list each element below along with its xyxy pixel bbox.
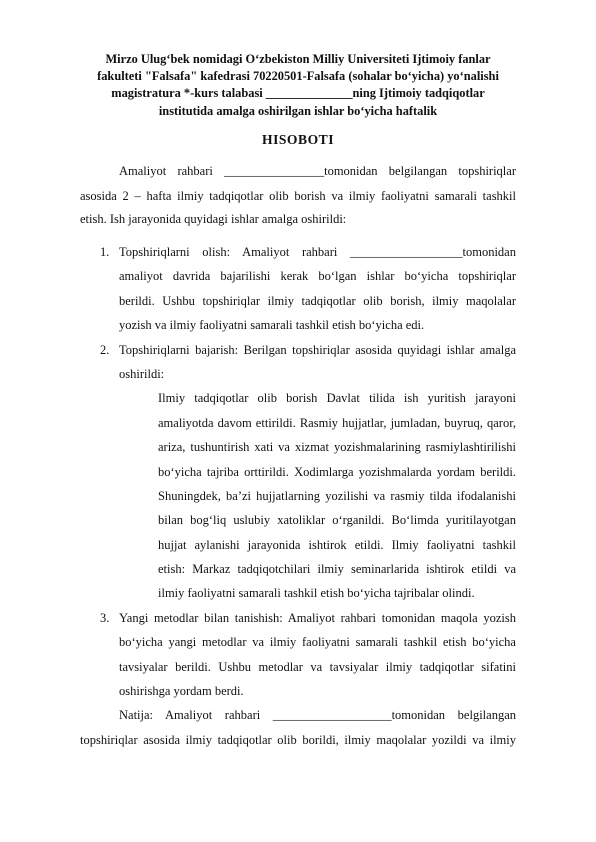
list-item-number: 1.	[100, 245, 110, 259]
header-line: fakulteti "Falsafa" kafedrasi 70220501-Falsafa (sohalar bo‘yicha) yo‘nalishi	[97, 69, 499, 84]
intro-line: etish. Ish jarayonida quyidagi ishlar amalga oshirildi:	[80, 212, 347, 226]
header-line: institutida amalga oshirilgan ishlar bo‘yicha haftalik	[158, 103, 438, 118]
sub-paragraph-line: hujjat aylanishi jarayonida ishtirok etildi. Ilmiy faoliyatni tashkil	[158, 538, 516, 552]
document-header	[80, 51, 516, 120]
list-item-line: Topshiriqlarni bajarish: Berilgan topshiriqlar asosida quyidagi ishlar amalga	[119, 343, 516, 357]
sub-paragraph-line: Ilmiy tadqiqotlar olib borish Davlat tilida ish yuritish jarayoni	[158, 391, 516, 405]
sub-paragraph-line: etish: Markaz tadqiqotchilari ilmiy seminarlarida ishtirok etildi va	[158, 562, 516, 576]
result-line: topshiriqlar asosida ilmiy tadqiqotlar olib borildi, ilmiy maqolalar yozildi va ilmiy	[80, 733, 516, 747]
list-item-line: berildi. Ushbu topshiriqlar ilmiy tadqiqotlar olib borish, ilmiy maqolalar	[119, 294, 516, 308]
list-item-line: Yangi metodlar bilan tanishish: Amaliyot rahbari tomonidan maqola yozish	[119, 611, 516, 625]
sub-paragraph-line: bo‘yicha tajriba orttirildi. Xodimlarga yozishmalarda yordam berildi.	[158, 465, 516, 479]
header-line: Mirzo Ulug‘bek nomidagi O‘zbekiston Milliy Universiteti Ijtimoiy fanlar	[105, 52, 491, 66]
sub-paragraph-line: ariza, tushuntirish xati va xizmat yozishmalarining rasmiylashtirilishi	[158, 440, 516, 454]
list-item-line: bo‘yicha yangi metodlar va ilmiy faoliyatni samarali tashkil etish bo‘yicha	[119, 635, 516, 649]
sub-paragraph-line: bilan bog‘liq uslubiy xatoliklar o‘rganildi. Bo‘limda yuritilayotgan	[158, 513, 516, 527]
sub-paragraph-line: amaliyotda davom ettirildi. Rasmiy hujjatlar, jumladan, buyruq, qaror,	[158, 416, 516, 430]
list-item-line: oshirildi:	[119, 367, 165, 381]
sub-paragraph-line: ilmiy faoliyatni samarali tashkil etish bo‘yicha tajribalar olindi.	[158, 586, 475, 600]
list-item-number: 3.	[100, 611, 110, 625]
list-item-line: amaliyot davrida bajarilishi kerak bo‘lgan ishlar bo‘yicha topshiriqlar	[119, 269, 516, 283]
result-line: Natija: Amaliyot rahbari ___________________tomonidan belgilangan	[119, 708, 516, 722]
list-item-line: yozish va ilmiy faoliyatni samarali tashkil etish bo‘yicha edi.	[119, 318, 425, 332]
sub-paragraph-line: Shuningdek, ba’zi hujjatlarning yozilishi va rasmiy tilda ifodalanishi	[158, 489, 516, 503]
intro-line: Amaliyot rahbari ________________tomonidan belgilangan topshiriqlar	[119, 164, 516, 178]
list-item-line: Topshiriqlarni olish: Amaliyot rahbari __________________tomonidan	[119, 245, 516, 259]
document-title: HISOBOTI	[262, 132, 334, 147]
list-item-line: oshirishga yordam berdi.	[119, 684, 244, 698]
list-item-number: 2.	[100, 343, 110, 357]
header-line: magistratura *-kurs talabasi ______________ning Ijtimoiy tadqiqotlar	[111, 86, 485, 101]
list-item-line: tavsiyalar berildi. Ushbu metodlar va tavsiyalar ilmiy tadqiqotlar sifatini	[119, 660, 516, 674]
intro-line: asosida 2 – hafta ilmiy tadqiqotlar olib borish va ilmiy faoliyatni samarali tashkil	[80, 189, 516, 203]
